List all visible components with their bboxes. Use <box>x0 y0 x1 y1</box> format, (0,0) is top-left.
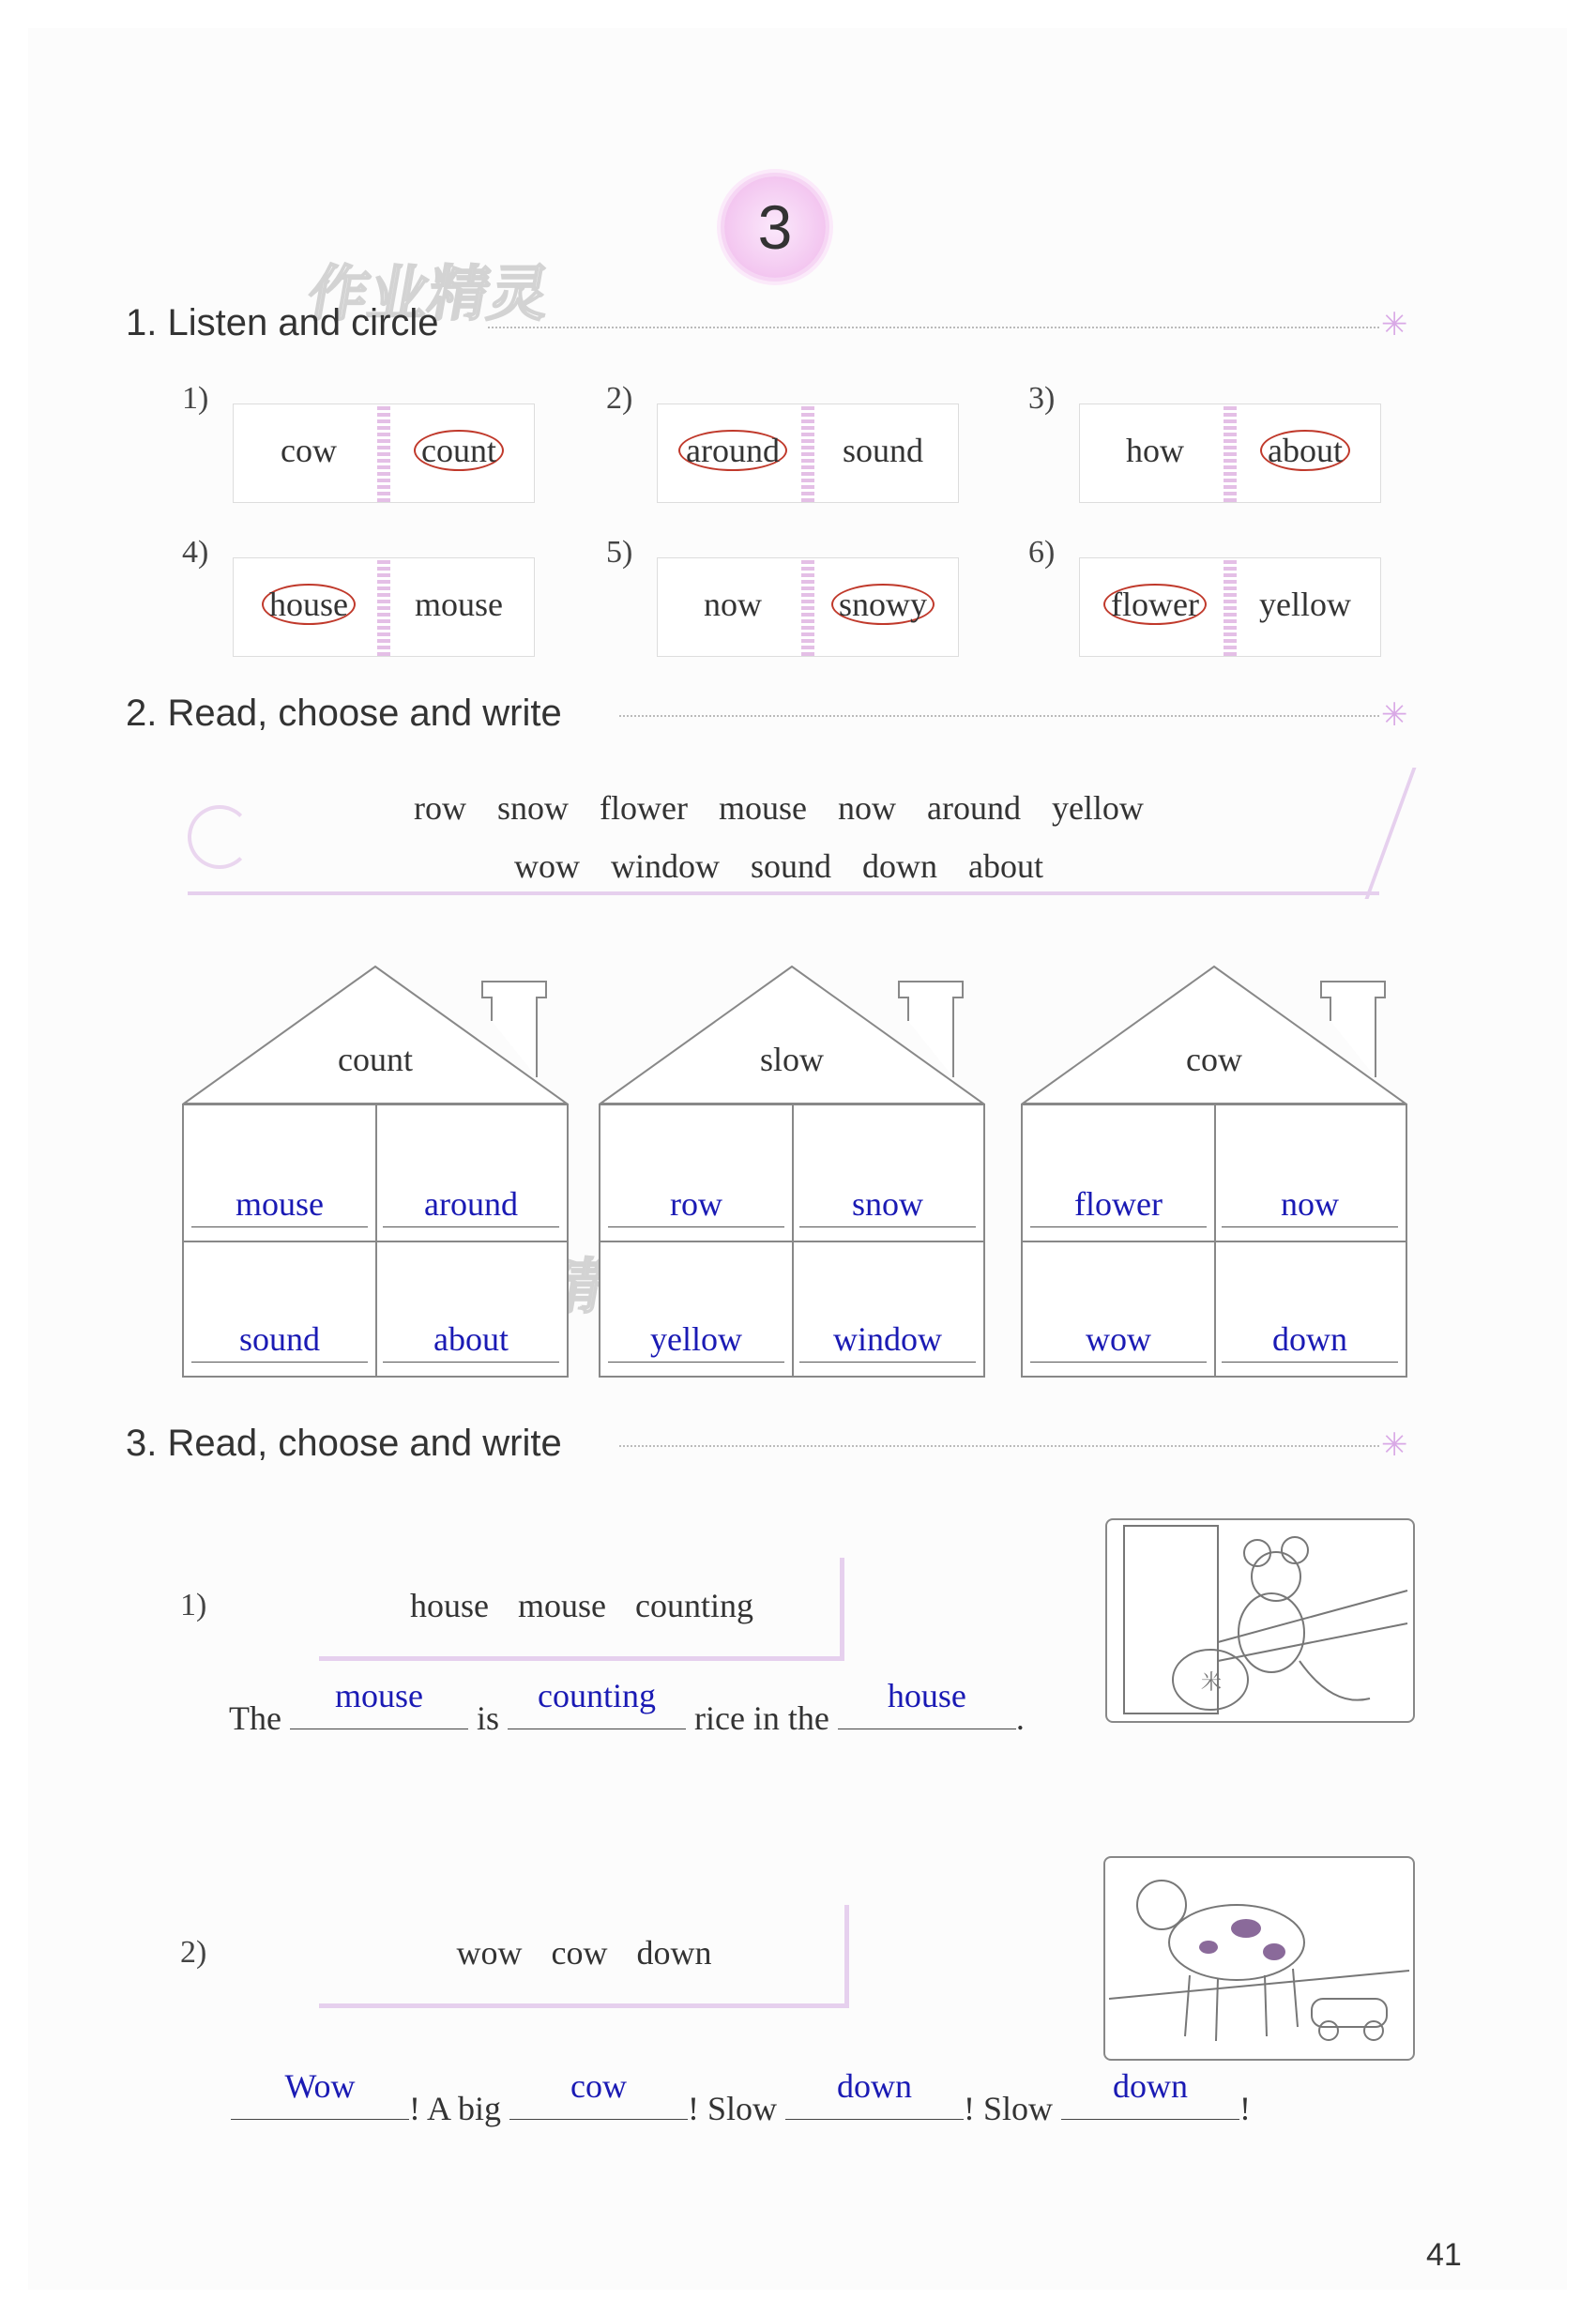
sentence-text: ! A big <box>409 2090 502 2127</box>
answer-text: window <box>833 1320 942 1358</box>
answer-line <box>799 1226 976 1227</box>
options-edge <box>844 1905 849 2008</box>
answer-blank[interactable] <box>1061 2067 1239 2120</box>
answer-blank[interactable] <box>838 1677 1016 1729</box>
word-pair-card <box>1079 557 1381 657</box>
answer-text: about <box>433 1320 509 1358</box>
word-option[interactable]: cow <box>281 432 337 469</box>
answer-line <box>608 1226 784 1227</box>
options-edge <box>840 1558 844 1661</box>
word-option[interactable]: sound <box>842 432 923 469</box>
answer-text: counting <box>537 1677 656 1714</box>
answer-line <box>1030 1362 1207 1363</box>
house-roof <box>182 965 569 1107</box>
sentence-2 <box>231 2067 1252 2128</box>
answer-text: now <box>1281 1185 1339 1223</box>
answer-line <box>1222 1226 1398 1227</box>
answer-line <box>799 1362 976 1363</box>
word-slot <box>1230 585 1380 624</box>
word-slot <box>1080 431 1230 470</box>
house-grid <box>599 1104 985 1378</box>
answer-cell[interactable] <box>184 1241 375 1376</box>
answer-line <box>191 1226 368 1227</box>
page-number: 41 <box>1426 2237 1462 2273</box>
sparkle-icon: ✳ <box>1381 306 1408 343</box>
item-number: 3) <box>1028 381 1056 416</box>
answer-blank[interactable] <box>508 1677 686 1729</box>
divider <box>619 715 1379 717</box>
sparkle-icon: ✳ <box>1381 1426 1408 1464</box>
answer-cell[interactable] <box>600 1105 792 1241</box>
item-number: 2) <box>606 381 633 416</box>
answer-text: snow <box>851 1185 923 1223</box>
sentence-text: rice in the <box>693 1699 829 1737</box>
word-option[interactable]: yellow <box>1259 586 1351 623</box>
sentence-text: . <box>1015 1699 1025 1737</box>
divider <box>619 1445 1379 1447</box>
word-pair-card <box>233 404 535 503</box>
word-slot <box>808 431 958 470</box>
word-bank <box>160 768 1398 899</box>
options-box <box>319 1905 849 2008</box>
unit-number: 3 <box>757 192 793 262</box>
word-bank-row: wow window sound down about <box>514 847 1043 885</box>
word-slot <box>658 431 808 470</box>
circled-word[interactable]: flower <box>1103 584 1207 625</box>
answer-text: flower <box>1074 1185 1163 1223</box>
question-number: 2) <box>180 1935 207 1970</box>
word-option[interactable]: now <box>704 586 762 623</box>
options-text: house mouse counting <box>410 1587 753 1624</box>
word-slot <box>234 585 384 624</box>
answer-text: down <box>1272 1320 1347 1358</box>
answer-text: cow <box>570 2067 627 2105</box>
item-number: 4) <box>182 535 209 570</box>
answer-text: mouse <box>334 1677 423 1714</box>
options-text: wow cow down <box>456 1934 712 1972</box>
answer-text: sound <box>238 1320 320 1358</box>
answer-cell[interactable] <box>375 1105 567 1241</box>
word-slot <box>234 431 384 470</box>
word-pair-card <box>233 557 535 657</box>
word-slot <box>808 585 958 624</box>
word-house <box>599 965 985 1378</box>
circled-word[interactable]: around <box>678 430 787 471</box>
answer-line <box>383 1226 559 1227</box>
question-number: 1) <box>180 1588 207 1622</box>
sparkle-icon: ✳ <box>1381 696 1408 734</box>
sentence-text: is <box>476 1699 499 1737</box>
word-house <box>182 965 569 1378</box>
answer-blank[interactable] <box>785 2067 964 2120</box>
watermark: 作业精灵 <box>302 260 555 329</box>
bank-underline <box>188 891 1379 895</box>
circled-word[interactable]: about <box>1260 430 1350 471</box>
answer-cell[interactable] <box>600 1241 792 1376</box>
answer-cell[interactable] <box>792 1241 983 1376</box>
answer-cell[interactable] <box>792 1105 983 1241</box>
answer-cell[interactable] <box>184 1105 375 1241</box>
section1-heading: 1. Listen and circle <box>126 302 439 343</box>
word-option[interactable]: mouse <box>415 586 503 623</box>
word-pair-card <box>657 557 959 657</box>
house-grid <box>1021 1104 1407 1378</box>
answer-blank[interactable] <box>231 2067 409 2120</box>
answer-line <box>1222 1362 1398 1363</box>
answer-text: yellow <box>650 1320 742 1358</box>
word-pair-card <box>657 404 959 503</box>
answer-cell[interactable] <box>1214 1105 1406 1241</box>
answer-text: down <box>1113 2067 1189 2105</box>
word-slot <box>384 585 534 624</box>
word-bank-row: row snow flower mouse now around yellow <box>414 789 1144 827</box>
house-label: cow <box>1186 1041 1242 1078</box>
house-roof <box>599 965 985 1107</box>
answer-line <box>191 1362 368 1363</box>
answer-text: down <box>837 2067 913 2105</box>
answer-line <box>1030 1226 1207 1227</box>
word-slot <box>1080 585 1230 624</box>
word-slot <box>384 431 534 470</box>
word-house <box>1021 965 1407 1378</box>
house-label: count <box>338 1041 413 1078</box>
answer-cell[interactable] <box>375 1241 567 1376</box>
house-roof <box>1021 965 1407 1107</box>
house-grid <box>182 1104 569 1378</box>
divider <box>488 327 1379 328</box>
word-option[interactable]: how <box>1126 432 1184 469</box>
section3-heading: 3. Read, choose and write <box>126 1423 562 1464</box>
answer-line <box>383 1362 559 1363</box>
cow-and-car-image <box>1103 1856 1415 2061</box>
answer-text: around <box>424 1185 518 1223</box>
item-number: 6) <box>1028 535 1056 570</box>
options-box <box>319 1558 844 1661</box>
circled-word[interactable]: house <box>262 584 356 625</box>
sentence-text: ! Slow <box>688 2090 778 2127</box>
answer-cell[interactable] <box>1023 1241 1214 1376</box>
word-slot <box>1230 431 1380 470</box>
house-label: slow <box>759 1041 824 1078</box>
circled-word[interactable]: snowy <box>831 584 935 625</box>
sentence-text: ! <box>1239 2090 1252 2127</box>
word-pair-card <box>1079 404 1381 503</box>
answer-text: row <box>670 1185 722 1223</box>
sentence-text: ! Slow <box>964 2090 1054 2127</box>
options-underline <box>319 2003 849 2008</box>
answer-text: Wow <box>284 2067 356 2105</box>
item-number: 5) <box>606 535 633 570</box>
sentence-1 <box>229 1677 1025 1738</box>
answer-text: mouse <box>236 1185 324 1223</box>
answer-cell[interactable] <box>1214 1241 1406 1376</box>
answer-blank[interactable] <box>290 1677 468 1729</box>
answer-text: house <box>887 1677 966 1714</box>
answer-line <box>608 1362 784 1363</box>
unit-badge <box>724 176 826 278</box>
item-number: 1) <box>182 381 209 416</box>
section2-heading: 2. Read, choose and write <box>126 693 562 734</box>
svg-text:米: 米 <box>1201 1671 1223 1695</box>
answer-blank[interactable] <box>509 2067 688 2120</box>
answer-cell[interactable] <box>1023 1105 1214 1241</box>
sentence-text: The <box>229 1699 281 1737</box>
answer-text: wow <box>1086 1320 1151 1358</box>
mouse-counting-rice-image <box>1105 1518 1415 1723</box>
circled-word[interactable]: count <box>414 430 504 471</box>
word-slot <box>658 585 808 624</box>
options-underline <box>319 1656 844 1661</box>
